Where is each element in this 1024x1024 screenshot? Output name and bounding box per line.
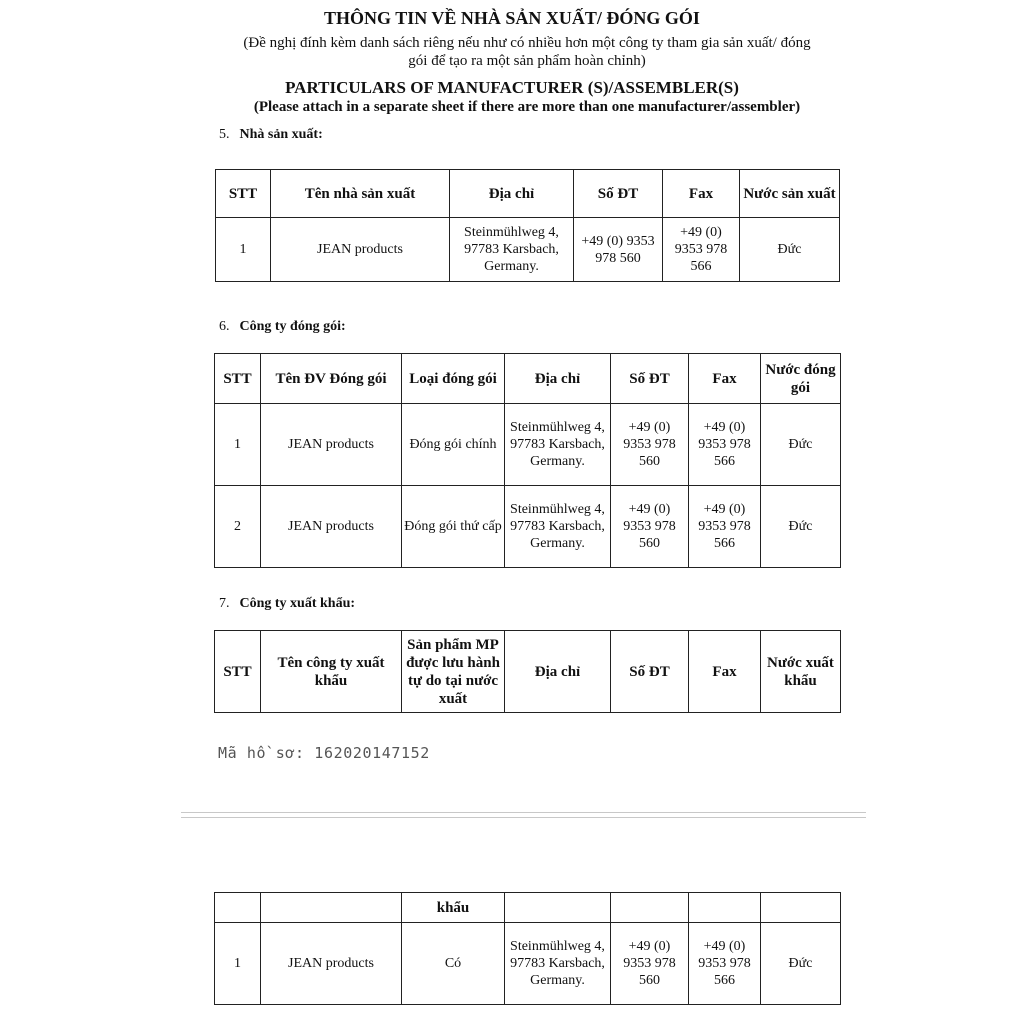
header-free-sale: Sản phẩm MP được lưu hành tự do tại nước xuất [402, 631, 505, 713]
cell-address: Steinmühlweg 4, 97783 Karsbach, Germany. [505, 404, 611, 486]
cell-address: Steinmühlweg 4, 97783 Karsbach, Germany. [505, 486, 611, 568]
header-phone: Số ĐT [611, 354, 689, 404]
cell-fax: +49 (0) 9353 978 566 [663, 218, 740, 282]
cell-name: JEAN products [261, 404, 402, 486]
cell-phone: +49 (0) 9353 978 560 [611, 404, 689, 486]
section-6-title: Công ty đóng gói: [239, 319, 346, 334]
cell-fax: +49 (0) 9353 978 566 [689, 923, 761, 1005]
note-vi-line2: gói để tạo ra một sản phẩm hoàn chỉnh) [408, 53, 646, 69]
header-empty [505, 893, 611, 923]
section-7-number: 7. [219, 596, 230, 611]
header-fax: Fax [689, 631, 761, 713]
header-phone: Số ĐT [574, 170, 663, 218]
header-empty [215, 893, 261, 923]
header-address: Địa chỉ [450, 170, 574, 218]
header-empty [761, 893, 841, 923]
note-en: (Please attach in a separate sheet if there are more than one manufacturer/assembler) [253, 99, 801, 115]
manufacturer-table [215, 169, 840, 282]
cell-country: Đức [761, 923, 841, 1005]
header-free-sale-tail: khẩu [402, 893, 505, 923]
cell-phone: +49 (0) 9353 978 560 [611, 486, 689, 568]
header-exporter-name: Tên công ty xuất khẩu [261, 631, 402, 713]
header-stt: STT [215, 631, 261, 713]
cell-phone: +49 (0) 9353 978 560 [611, 923, 689, 1005]
header-packaging-type: Loại đóng gói [402, 354, 505, 404]
header-address: Địa chỉ [505, 354, 611, 404]
header-packager-name: Tên ĐV Đóng gói [261, 354, 402, 404]
header-manufacturer-name: Tên nhà sản xuất [271, 170, 450, 218]
header-empty [611, 893, 689, 923]
header-country: Nước đóng gói [761, 354, 841, 404]
cell-country: Đức [761, 404, 841, 486]
header-phone: Số ĐT [611, 631, 689, 713]
note-vi-line1: (Đề nghị đính kèm danh sách riêng nếu như có nhiều hơn một công ty tham gia sản xuất/ đóng [243, 35, 811, 51]
header-country: Nước xuất khẩu [761, 631, 841, 713]
table-row [215, 486, 841, 568]
table-row [216, 218, 840, 282]
cell-address: Steinmühlweg 4, 97783 Karsbach, Germany. [505, 923, 611, 1005]
cell-phone: +49 (0) 9353 978 560 [574, 218, 663, 282]
file-code: Mã hồ sơ: 162020147152 [218, 744, 430, 762]
section-5-number: 5. [219, 127, 230, 142]
section-5-title: Nhà sản xuất: [239, 127, 323, 142]
header-country: Nước sản xuất [740, 170, 840, 218]
page-title-vi: THÔNG TIN VỀ NHÀ SẢN XUẤT/ ĐÓNG GÓI [324, 8, 700, 28]
table-row [215, 404, 841, 486]
header-fax: Fax [663, 170, 740, 218]
cell-country: Đức [761, 486, 841, 568]
header-stt: STT [216, 170, 271, 218]
section-6-number: 6. [219, 319, 230, 334]
cell-free-sale: Có [402, 923, 505, 1005]
cell-fax: +49 (0) 9353 978 566 [689, 404, 761, 486]
cell-type: Đóng gói chính [402, 404, 505, 486]
page-title-en: PARTICULARS OF MANUFACTURER (S)/ASSEMBLER(S) [285, 78, 739, 97]
cell-stt: 2 [215, 486, 261, 568]
cell-type: Đóng gói thứ cấp [402, 486, 505, 568]
cell-name: JEAN products [261, 923, 402, 1005]
table-row [215, 923, 841, 1005]
header-stt: STT [215, 354, 261, 404]
cell-stt: 1 [215, 923, 261, 1005]
section-7-heading [219, 596, 355, 612]
header-fax: Fax [689, 354, 761, 404]
packager-table [214, 353, 841, 568]
exporter-table-continuation [214, 892, 841, 1005]
section-6-heading [219, 319, 346, 335]
cell-stt: 1 [215, 404, 261, 486]
cell-name: JEAN products [261, 486, 402, 568]
header-empty [261, 893, 402, 923]
cell-address: Steinmühlweg 4, 97783 Karsbach, Germany. [450, 218, 574, 282]
cell-country: Đức [740, 218, 840, 282]
section-5-heading [219, 127, 323, 143]
page-divider [181, 812, 866, 818]
header-empty [689, 893, 761, 923]
section-7-title: Công ty xuất khẩu: [239, 596, 356, 611]
exporter-table [214, 630, 841, 713]
header-address: Địa chỉ [505, 631, 611, 713]
cell-name: JEAN products [271, 218, 450, 282]
cell-fax: +49 (0) 9353 978 566 [689, 486, 761, 568]
cell-stt: 1 [216, 218, 271, 282]
